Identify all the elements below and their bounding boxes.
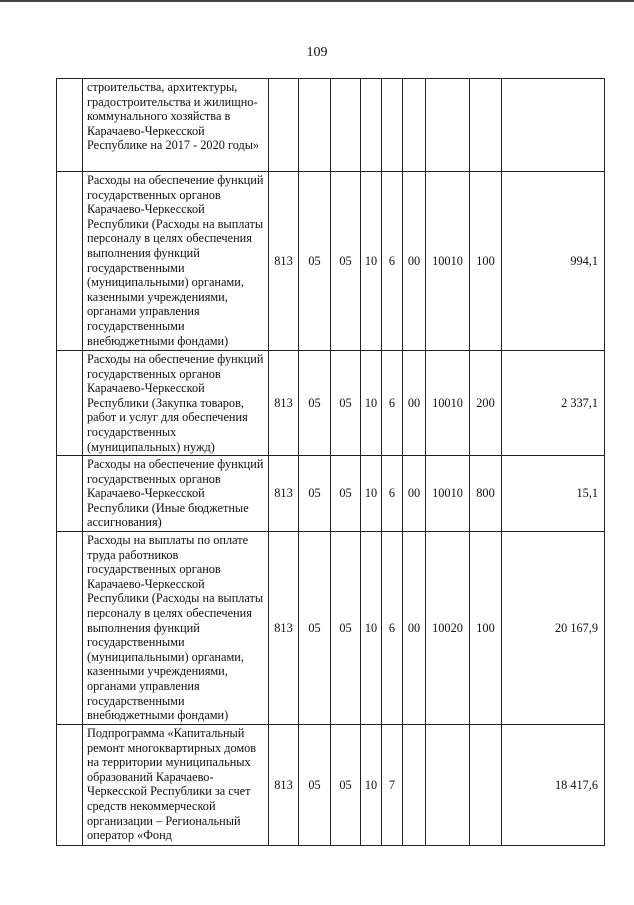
description-cell: Расходы на выплаты по оплате труда работников государственных органов Карачаево-Черкесской Республики (Расходы на выплаты персоналу в целях обеспечения выполнения функций государственными (муниципальными) органами, казенными учреждениями, органами управления государственными внебюджетными фондами) (83, 532, 269, 725)
amount-cell: 18 417,6 (502, 725, 605, 846)
ministry-cell: 813 (269, 532, 299, 725)
direction-cell: 00 (403, 532, 426, 725)
subsection-cell (331, 79, 361, 172)
subprogram-cell: 7 (382, 725, 403, 846)
target-cell: 10010 (426, 456, 470, 532)
program-cell: 10 (361, 725, 382, 846)
target-cell (426, 79, 470, 172)
expense-type-cell: 100 (470, 532, 502, 725)
target-cell: 10020 (426, 532, 470, 725)
table-row (57, 725, 605, 846)
index-cell (57, 79, 83, 172)
table-row (57, 456, 605, 532)
section-cell: 05 (299, 532, 331, 725)
table-row (57, 172, 605, 351)
index-cell (57, 532, 83, 725)
direction-cell (403, 79, 426, 172)
page-number: 109 (306, 45, 328, 60)
subprogram-cell: 6 (382, 532, 403, 725)
amount-cell: 994,1 (502, 172, 605, 351)
expense-type-cell (470, 79, 502, 172)
subsection-cell: 05 (331, 725, 361, 846)
expense-type-cell (470, 725, 502, 846)
subprogram-cell: 6 (382, 172, 403, 351)
program-cell: 10 (361, 172, 382, 351)
ministry-cell (269, 79, 299, 172)
program-cell (361, 79, 382, 172)
description-cell: Расходы на обеспечение функций государственных органов Карачаево-Черкесской Республики (Расходы на выплаты персоналу в целях обеспечения выполнения функций государственными (муниципальными) органами, казенными учреждениями, органами управления государственными внебюджетными фондами) (83, 172, 269, 351)
subsection-cell: 05 (331, 456, 361, 532)
direction-cell: 00 (403, 456, 426, 532)
expense-type-cell: 800 (470, 456, 502, 532)
table-row (57, 532, 605, 725)
subsection-cell: 05 (331, 172, 361, 351)
subprogram-cell: 6 (382, 351, 403, 456)
ministry-cell: 813 (269, 456, 299, 532)
table-row (57, 351, 605, 456)
description-cell: Расходы на обеспечение функций государственных органов Карачаево-Черкесской Республики (Иные бюджетные ассигнования) (83, 456, 269, 532)
index-cell (57, 725, 83, 846)
subprogram-cell: 6 (382, 456, 403, 532)
amount-cell: 2 337,1 (502, 351, 605, 456)
budget-table (56, 78, 605, 846)
index-cell (57, 351, 83, 456)
description-cell: Расходы на обеспечение функций государственных органов Карачаево-Черкесской Республики (Закупка товаров, работ и услуг для обеспечения государственных (муниципальных) нужд) (83, 351, 269, 456)
expense-type-cell: 200 (470, 351, 502, 456)
program-cell: 10 (361, 456, 382, 532)
amount-cell (502, 79, 605, 172)
scan-edge (0, 0, 634, 2)
subsection-cell: 05 (331, 351, 361, 456)
index-cell (57, 172, 83, 351)
section-cell (299, 79, 331, 172)
subsection-cell: 05 (331, 532, 361, 725)
program-cell: 10 (361, 532, 382, 725)
section-cell: 05 (299, 725, 331, 846)
target-cell: 10010 (426, 172, 470, 351)
target-cell (426, 725, 470, 846)
subprogram-cell (382, 79, 403, 172)
direction-cell: 00 (403, 172, 426, 351)
program-cell: 10 (361, 351, 382, 456)
index-cell (57, 456, 83, 532)
amount-cell: 20 167,9 (502, 532, 605, 725)
direction-cell: 00 (403, 351, 426, 456)
direction-cell (403, 725, 426, 846)
section-cell: 05 (299, 351, 331, 456)
ministry-cell: 813 (269, 172, 299, 351)
amount-cell: 15,1 (502, 456, 605, 532)
section-cell: 05 (299, 172, 331, 351)
ministry-cell: 813 (269, 351, 299, 456)
description-cell: Подпрограмма «Капитальный ремонт многоквартирных домов на территории муниципальных образований Карачаево-Черкесской Республики за счет средств некоммерческой организации – Региональный оператор «Фонд (83, 725, 269, 846)
section-cell: 05 (299, 456, 331, 532)
expense-type-cell: 100 (470, 172, 502, 351)
target-cell: 10010 (426, 351, 470, 456)
ministry-cell: 813 (269, 725, 299, 846)
description-cell: строительства, архитектуры, градостроительства и жилищно-коммунального хозяйства в Карачаево-Черкесской Республике на 2017 - 2020 годы» (83, 79, 269, 172)
table-row (57, 79, 605, 172)
